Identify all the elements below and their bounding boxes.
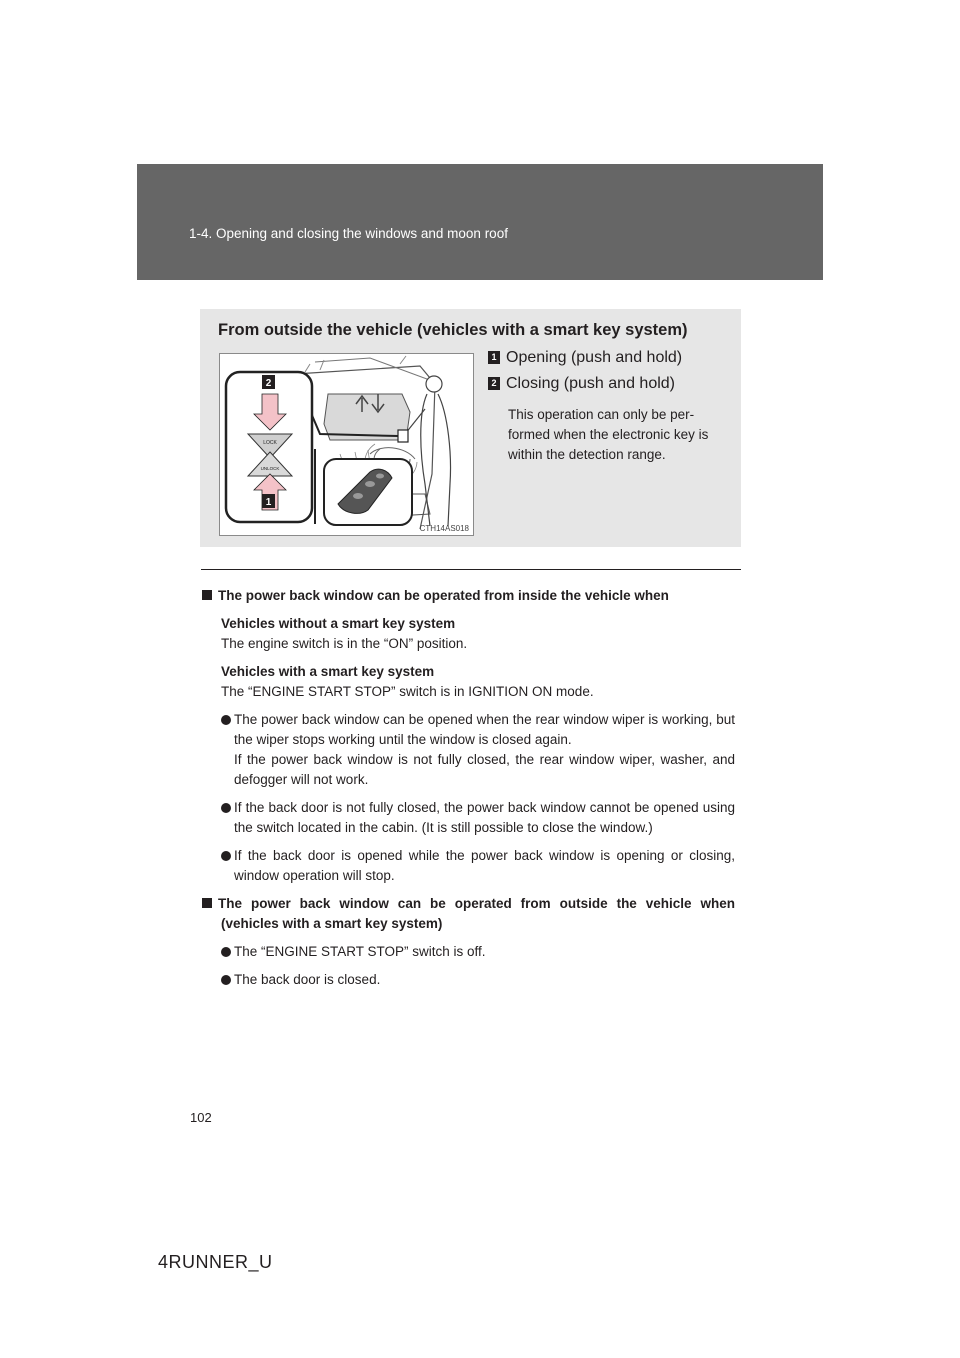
illustration-code: CTH14AS018 (419, 524, 469, 533)
inside-bullet-back-door: If the back door is not fully closed, the power back window cannot be opened using the switch located in the cabin. (It is still possible to close the window.) (201, 798, 735, 838)
section-title: 1-4. Opening and closing the windows and moon roof (189, 226, 508, 241)
lock-label: LOCK (263, 440, 277, 446)
outside-bullet-door-closed: The back door is closed. (201, 970, 735, 990)
without-smart-key-heading: Vehicles without a smart key system (221, 616, 456, 631)
panel-title: From outside the vehicle (vehicles with a smart key system) (218, 321, 688, 339)
inside-bullet-door-opened: If the back door is opened while the power back window is opening or closing, window operation will stop. (201, 846, 735, 886)
detection-range-note: This operation can only be per-formed when the electronic key is within the detection range. (508, 407, 709, 462)
callout-2: 2 (265, 378, 272, 389)
outside-bullet-switch-off: The “ENGINE START STOP” switch is off. (201, 942, 735, 962)
with-smart-key-text: The “ENGINE START STOP” switch is in IGNITION ON mode. (221, 684, 594, 699)
unlock-label: UNLOCK (260, 466, 280, 471)
square-bullet-icon (202, 898, 212, 908)
legend-label-closing: Closing (push and hold) (506, 375, 675, 392)
round-bullet-icon (221, 947, 231, 957)
without-smart-key-text: The engine switch is in the “ON” position. (221, 636, 468, 651)
callout-1: 1 (265, 497, 272, 508)
square-bullet-icon (202, 590, 212, 600)
round-bullet-icon (221, 803, 231, 813)
page-number: 102 (190, 1110, 212, 1125)
with-smart-key-heading: Vehicles with a smart key system (221, 664, 435, 679)
round-bullet-icon (221, 975, 231, 985)
back-window-operation-drawing (220, 354, 473, 535)
legend-label-opening: Opening (push and hold) (506, 349, 683, 366)
outside-operation-heading: The power back window can be operated from outside the vehicle when (vehicles with a smart key system) (201, 894, 735, 934)
chapter-header-band (137, 164, 823, 280)
section-divider (201, 569, 741, 570)
inside-bullet-wiper: The power back window can be opened when the rear window wiper is working, but the wiper stops working until the window is closed again. If the power back window is not fully closed, the rear window wiper, washer, and defogger will not work. (201, 710, 735, 790)
vehicle-illustration (219, 353, 474, 536)
legend-item-opening (488, 349, 682, 367)
legend-number-2: 2 (488, 377, 500, 390)
notes-content (201, 586, 735, 998)
round-bullet-icon (221, 715, 231, 725)
round-bullet-icon (221, 851, 231, 861)
inside-operation-heading: The power back window can be operated from inside the vehicle when (201, 586, 735, 606)
operation-panel (200, 309, 741, 547)
legend-item-closing (488, 375, 675, 393)
legend-number-1: 1 (488, 351, 500, 364)
footer-model-code: 4RUNNER_U (158, 1252, 273, 1272)
